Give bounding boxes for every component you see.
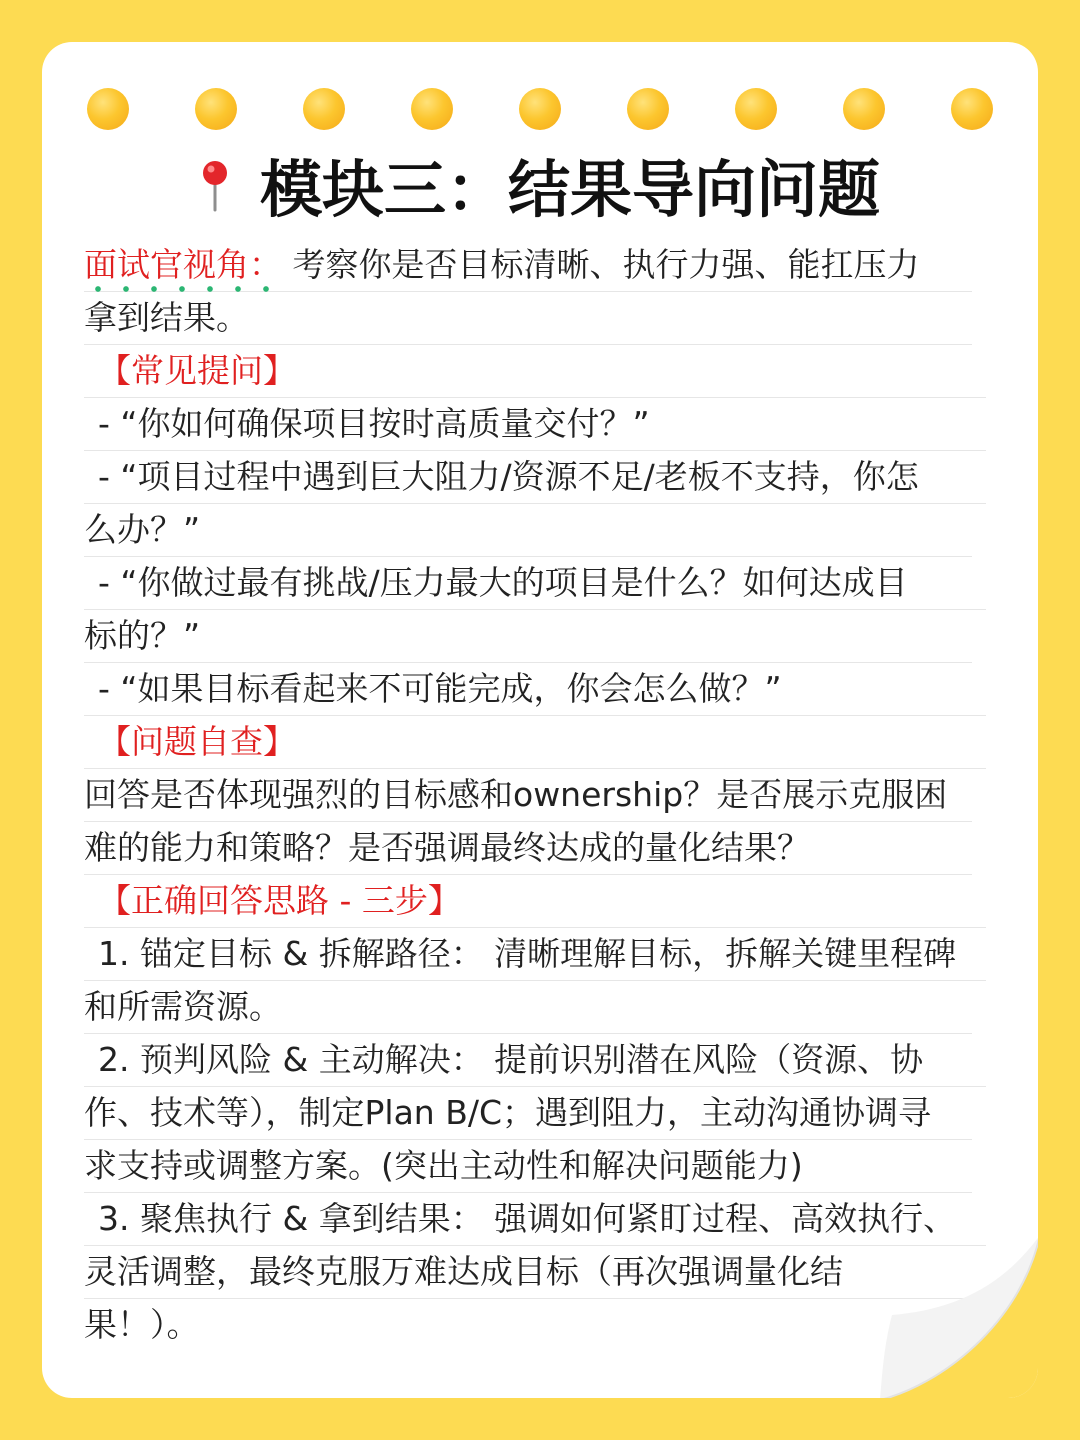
self-check-text: 难的能力和策略？是否强调最终达成的量化结果？ <box>84 821 972 875</box>
section-heading-questions: 【常见提问】 <box>84 344 986 398</box>
question-item-cont: 么办？” <box>84 503 972 557</box>
binder-hole-icon <box>843 88 885 130</box>
intro-text-cont: 拿到结果。 <box>84 291 972 345</box>
binder-hole-icon <box>411 88 453 130</box>
binder-hole-icon <box>627 88 669 130</box>
page-title: 模块三：结果导向问题 <box>259 152 880 226</box>
interviewer-perspective-label: 面试官视角： <box>84 245 282 294</box>
step-item: 2. 预判风险 & 主动解决： 提前识别潜在风险（资源、协 <box>84 1033 986 1087</box>
step-item: 3. 聚焦执行 & 拿到结果： 强调如何紧盯过程、高效执行、 <box>84 1192 986 1246</box>
binder-hole-icon <box>735 88 777 130</box>
note-card <box>42 42 1038 1398</box>
binder-hole-icon <box>519 88 561 130</box>
pushpin-icon <box>200 160 230 212</box>
step-item-cont: 求支持或调整方案。(突出主动性和解决问题能力) <box>84 1139 972 1193</box>
binder-hole-icon <box>87 88 129 130</box>
self-check-text: 回答是否体现强烈的目标感和ownership？是否展示克服困 <box>84 768 972 822</box>
step-item-cont: 果！）。 <box>84 1305 200 1344</box>
page-curl-icon <box>880 1235 1038 1398</box>
question-item: - “项目过程中遇到巨大阻力/资源不足/老板不支持，你怎 <box>84 450 986 504</box>
section-heading-steps: 【正确回答思路 - 三步】 <box>84 874 986 928</box>
step-item: 1. 锚定目标 & 拆解路径： 清晰理解目标，拆解关键里程碑 <box>84 927 986 981</box>
binder-hole-icon <box>951 88 993 130</box>
intro-line <box>84 238 972 292</box>
question-item: - “你做过最有挑战/压力最大的项目是什么？如何达成目 <box>84 556 986 610</box>
question-item: - “你如何确保项目按时高质量交付？” <box>84 397 986 451</box>
section-heading-self-check: 【问题自查】 <box>84 715 986 769</box>
question-item: - “如果目标看起来不可能完成，你会怎么做？” <box>84 662 986 716</box>
step-item-cont: 作、技术等），制定Plan B/C；遇到阻力，主动沟通协调寻 <box>84 1086 972 1140</box>
step-item-cont: 和所需资源。 <box>84 980 972 1034</box>
binder-hole-icon <box>195 88 237 130</box>
intro-text: 考察你是否目标清晰、执行力强、能扛压力 <box>282 245 920 284</box>
binder-hole-icon <box>303 88 345 130</box>
step-item-cont: 灵活调整，最终克服万难达成目标（再次强调量化结 <box>84 1245 972 1299</box>
question-item-cont: 标的？” <box>84 609 972 663</box>
page-title-row <box>42 144 1038 224</box>
